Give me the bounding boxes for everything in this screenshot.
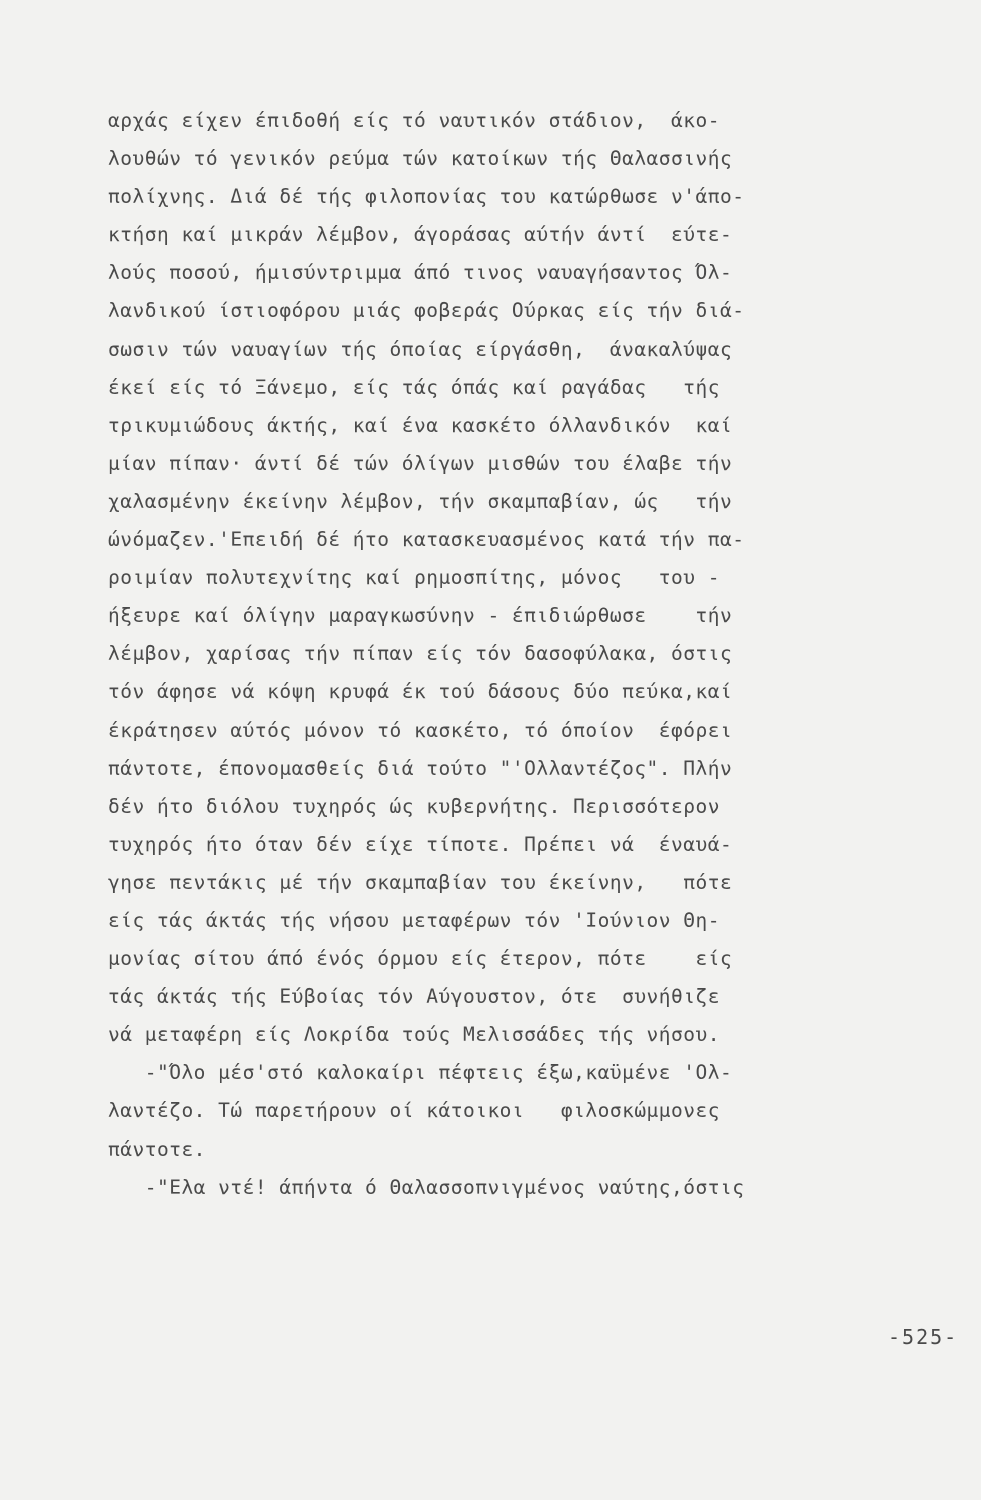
text-line: πολίχνης. Διά δέ τής φιλοπονίας του κατώρθωσε ν'άπο-: [108, 185, 745, 209]
text-line: πάντοτε.: [108, 1137, 206, 1161]
text-line: ώνόμαζεν.'Επειδή δέ ήτο κατασκευασμένος κατά τήν πα-: [108, 528, 745, 552]
text-line: μονίας σίτου άπό ένός όρμου είς έτερον, πότε είς: [108, 947, 733, 971]
text-line: δέν ήτο διόλου τυχηρός ώς κυβερνήτης. Περισσότερον: [108, 794, 720, 818]
text-line: τόν άφησε νά κόψη κρυφά έκ τού δάσους δύο πεύκα,καί: [108, 680, 733, 704]
text-line: είς τάς άκτάς τής νήσου μεταφέρων τόν 'Ιούνιον Θη-: [108, 908, 720, 932]
text-line: λουθών τό γενικόν ρεύμα τών κατοίκων τής Θαλασσινής: [108, 147, 733, 171]
text-line: λούς ποσού, ήμισύντριμμα άπό τινος ναυαγήσαντος Όλ-: [108, 261, 733, 285]
text-line: κτήση καί μικράν λέμβον, άγοράσας αύτήν άντί εύτε-: [108, 223, 733, 247]
text-line: λαντέζο. Τώ παρετήρουν οί κάτοικοι φιλοσκώμμονες: [108, 1099, 720, 1123]
text-line: αρχάς είχεν έπιδοθή είς τό ναυτικόν στάδιον, άκο-: [108, 109, 720, 132]
text-line: τάς άκτάς τής Εύβοίας τόν Αύγουστον, ότε συνήθιζε: [108, 985, 720, 1009]
text-line: τυχηρός ήτο όταν δέν είχε τίποτε. Πρέπει νά έναυά-: [108, 832, 733, 856]
text-line: νά μεταφέρη είς Λοκρίδα τούς Μελισσάδες τής νήσου.: [108, 1023, 720, 1047]
text-line: -"Ελα ντέ! άπήντα ό Θαλασσοπνιγμένος ναύτης,όστις: [108, 1175, 745, 1199]
text-line: ροιμίαν πολυτεχνίτης καί ρημοσπίτης, μόνος του -: [108, 566, 720, 590]
text-line: πάντοτε, έπονομασθείς διά τούτο "'Ολλαντέζος". Πλήν: [108, 756, 733, 780]
text-line: σωσιν τών ναυαγίων τής όποίας είργάσθη, άνακαλύψας: [108, 337, 733, 361]
text-line: γησε πεντάκις μέ τήν σκαμπαβίαν του έκείνην, πότε: [108, 870, 733, 894]
text-line: έκεί είς τό Ξάνεμο, είς τάς όπάς καί ραγάδας τής: [108, 375, 720, 399]
text-line: λέμβον, χαρίσας τήν πίπαν είς τόν δασοφύλακα, όστις: [108, 642, 733, 666]
text-line: έκράτησεν αύτός μόνον τό κασκέτο, τό όποίον έφόρει: [108, 718, 733, 742]
text-body: [108, 102, 968, 1207]
page-number: -525-: [888, 1325, 959, 1349]
text-line: τρικυμιώδους άκτής, καί ένα κασκέτο όλλανδικόν καί: [108, 413, 733, 437]
text-line: λανδικού ίστιοφόρου μιάς φοβεράς Ούρκας είς τήν διά-: [108, 299, 745, 323]
text-line: ήξευρε καί όλίγην μαραγκωσύνην - έπιδιώρθωσε τήν: [108, 604, 733, 628]
text-line: χαλασμένην έκείνην λέμβον, τήν σκαμπαβίαν, ώς τήν: [108, 489, 733, 513]
text-line: μίαν πίπαν· άντί δέ τών όλίγων μισθών του έλαβε τήν: [108, 451, 733, 475]
text-line: -"Όλο μέσ'στό καλοκαίρι πέφτεις έξω,καϋμένε 'Ολ-: [108, 1061, 733, 1085]
